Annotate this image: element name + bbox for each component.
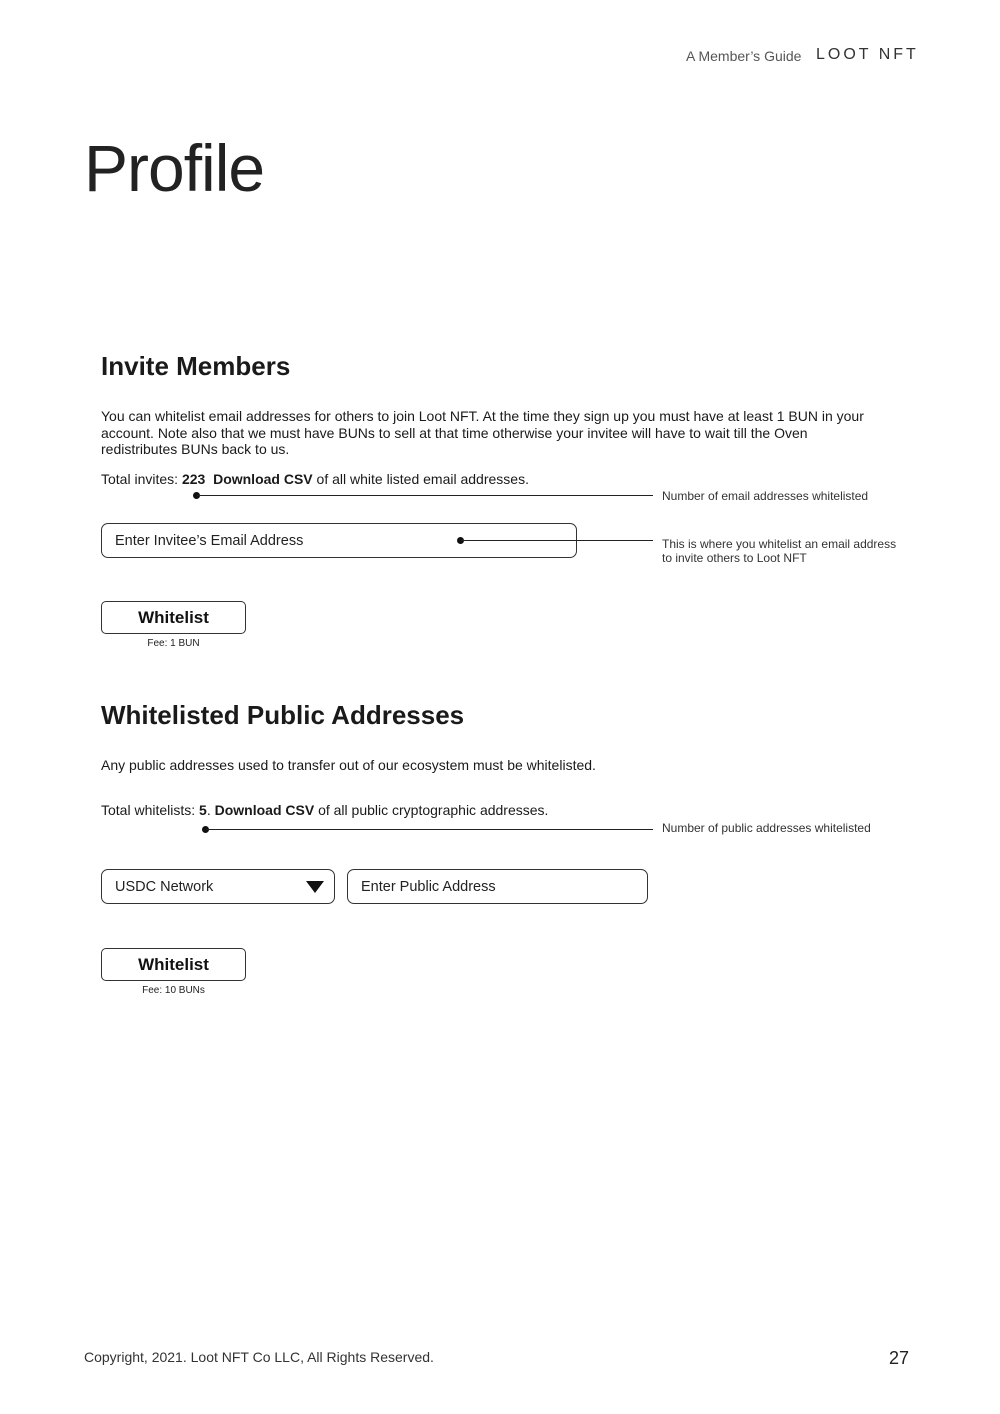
invite-description-line: account. Note also that we must have BUNs to sell at that time otherwise your invitee will have to wait till the Oven [101,424,808,441]
invite-total-count: 223 [181,471,206,487]
invite-description-line: redistributes BUNs back to us. [101,441,290,457]
note-email-input [662,537,896,565]
whitelist-address-fee: Fee: 10 BUNs [142,985,205,996]
invite-total-line [101,471,529,488]
invite-description [101,408,864,458]
whitelist-email-fee: Fee: 1 BUN [147,638,200,649]
note-address-count: Number of public addresses whitelisted [662,821,871,835]
dropdown-triangle-icon[interactable] [306,881,324,893]
note-email-input-line: to invite others to Loot NFT [662,551,807,565]
addresses-total-count: 5 [199,802,207,818]
download-csv-emails-link[interactable]: Download CSV [213,471,313,487]
public-addresses-heading: Whitelisted Public Addresses [101,700,465,730]
callout-line [206,829,653,830]
addresses-total-suffix: of all public cryptographic addresses. [314,802,549,818]
page-number: 27 [889,1348,910,1368]
public-addresses-description: Any public addresses used to transfer out of our ecosystem must be whitelisted. [101,757,596,773]
callout-line [197,495,653,496]
invite-description-line: You can whitelist email addresses for others to join Loot NFT. At the time they sign up you must have at least 1 BUN in your [101,408,864,424]
whitelist-address-button[interactable]: Whitelist [101,948,246,981]
page-title: Profile [84,131,265,205]
note-email-input-line: This is where you whitelist an email address [662,537,897,551]
callout-line [461,540,653,541]
download-csv-addresses-link[interactable]: Download CSV [214,802,315,818]
public-address-input[interactable]: Enter Public Address [347,869,648,904]
invite-total-label: Total invites: [101,471,182,487]
note-email-count: Number of email addresses whitelisted [662,489,869,503]
invitee-email-input[interactable]: Enter Invitee’s Email Address [101,523,577,558]
network-select[interactable] [101,869,335,904]
network-selected-value: USDC Network [115,878,214,895]
whitelist-email-button[interactable]: Whitelist [101,601,246,634]
header-guide-title: A Member’s Guide [686,48,802,64]
addresses-total-label: Total whitelists: [101,802,200,818]
invite-total-suffix: of all white listed email addresses. [312,471,529,487]
addresses-total-line [101,802,548,819]
addresses-total-sep: . [206,802,215,818]
invite-members-heading: Invite Members [101,351,291,381]
brand-logo: LOOT NFT [816,46,919,63]
footer-copyright: Copyright, 2021. Loot NFT Co LLC, All Rights Reserved. [84,1349,434,1365]
